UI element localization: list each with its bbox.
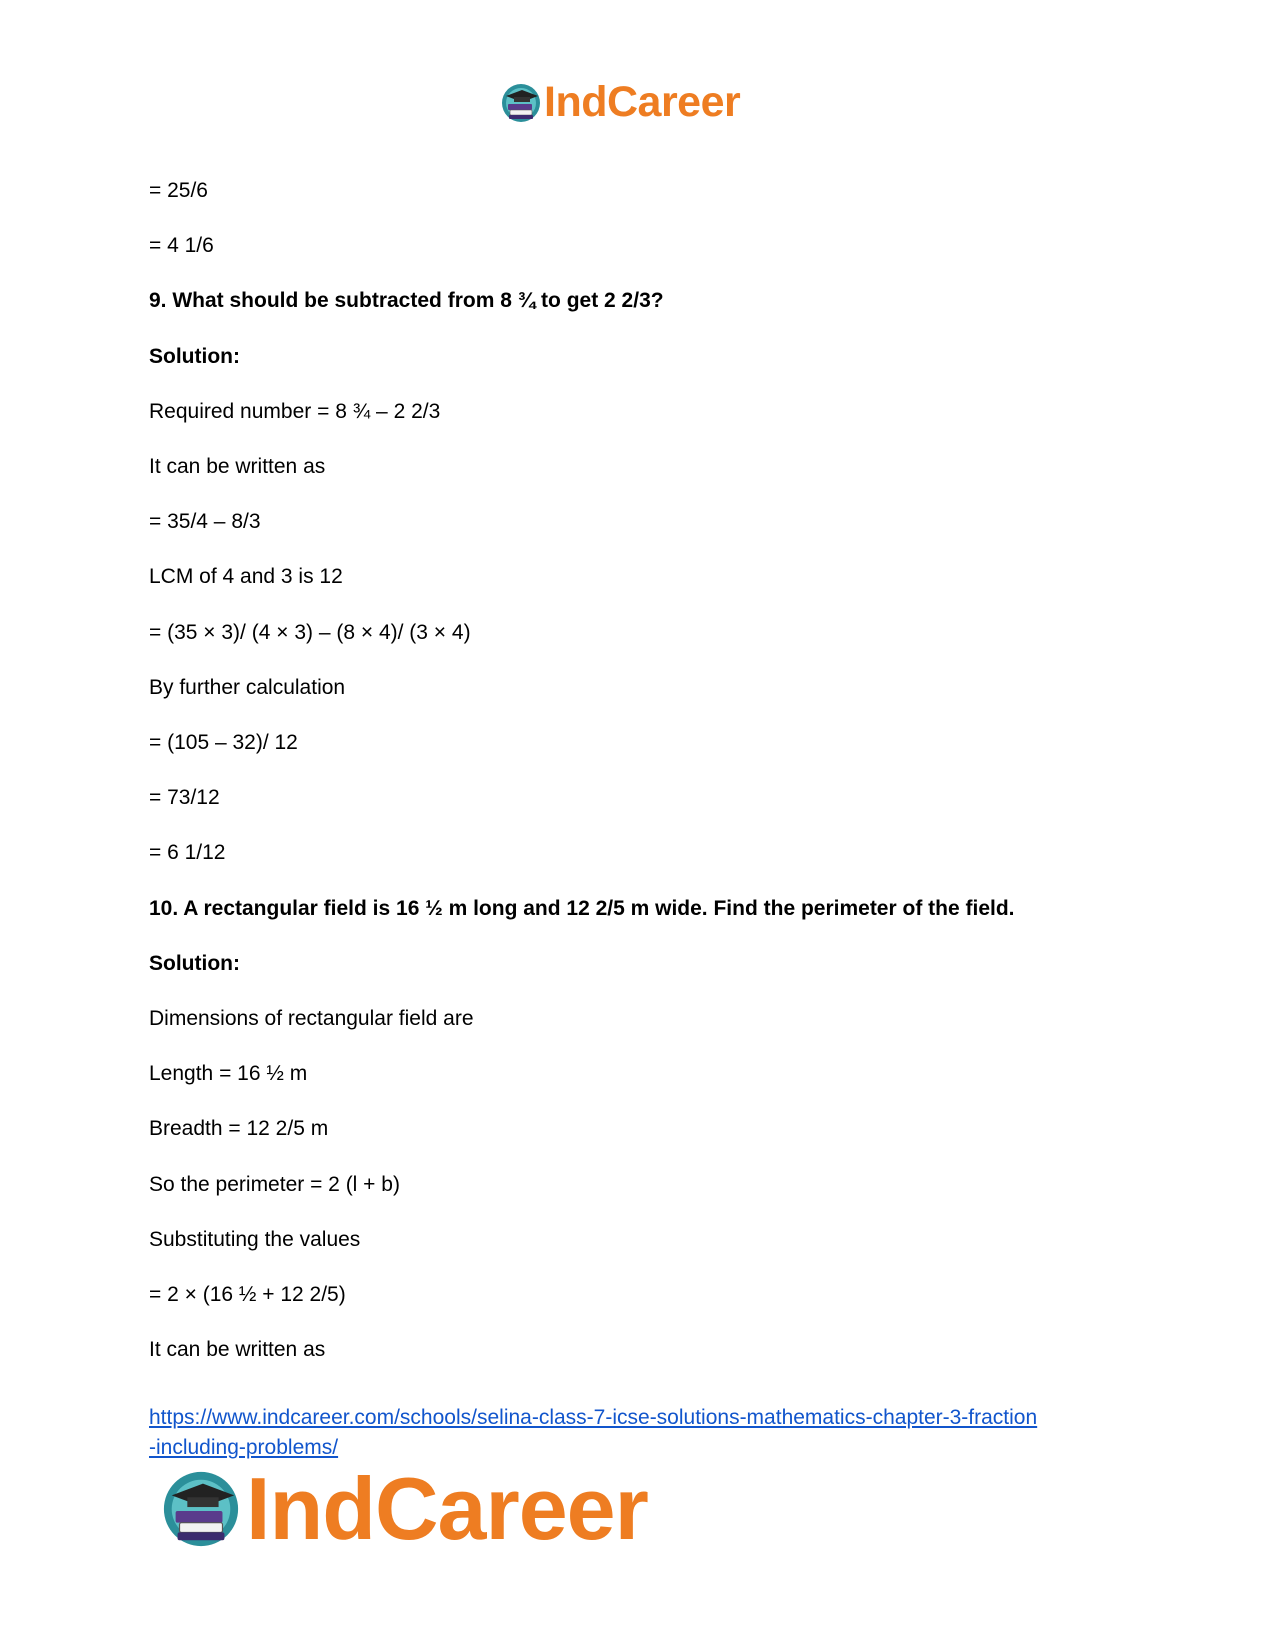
source-link-line-1[interactable]: https://www.indcareer.com/schools/selina-class-7-icse-solutions-mathematics-chapter-3-fraction <box>149 1406 1038 1429</box>
text-line: Substituting the values <box>149 1228 361 1251</box>
graduation-books-icon <box>160 1468 242 1550</box>
question-line: 9. What should be subtracted from 8 ¾ to get 2 2/3? <box>149 289 664 312</box>
text-line: By further calculation <box>149 676 346 699</box>
question-line: 10. A rectangular field is 16 ½ m long and 12 2/5 m wide. Find the perimeter of the field. <box>149 897 1015 920</box>
text-line: Breadth = 12 2/5 m <box>149 1117 329 1140</box>
text-line: = 4 1/6 <box>149 234 214 257</box>
footer-logo-text: IndCareer <box>246 1459 648 1558</box>
text-line: = 35/4 – 8/3 <box>149 510 261 533</box>
text-line: Dimensions of rectangular field are <box>149 1007 474 1030</box>
text-line: = (35 × 3)/ (4 × 3) – (8 × 4)/ (3 × 4) <box>149 621 471 644</box>
footer-logo <box>160 1458 648 1560</box>
header-logo-text: IndCareer <box>544 78 741 126</box>
source-link-line-2[interactable]: -including-problems/ <box>149 1436 339 1459</box>
graduation-books-icon <box>500 82 542 124</box>
question-line: Solution: <box>149 345 240 368</box>
text-line: = (105 – 32)/ 12 <box>149 731 298 754</box>
text-line: = 73/12 <box>149 786 220 809</box>
text-line: Length = 16 ½ m <box>149 1062 308 1085</box>
question-line: Solution: <box>149 952 240 975</box>
text-line: = 25/6 <box>149 179 208 202</box>
text-line: It can be written as <box>149 455 326 478</box>
text-line: So the perimeter = 2 (l + b) <box>149 1173 400 1196</box>
source-link[interactable] <box>149 1403 1149 1463</box>
text-line: Required number = 8 ¾ – 2 2/3 <box>149 400 441 423</box>
text-line: = 6 1/12 <box>149 841 226 864</box>
header-logo <box>500 78 740 127</box>
text-line: = 2 × (16 ½ + 12 2/5) <box>149 1283 346 1306</box>
text-line: LCM of 4 and 3 is 12 <box>149 565 343 588</box>
text-line: It can be written as <box>149 1338 326 1361</box>
